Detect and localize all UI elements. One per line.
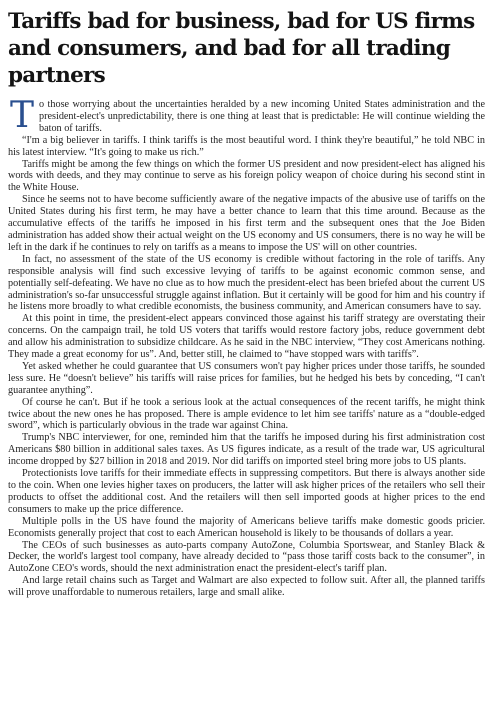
article-body <box>8 95 485 599</box>
article-paragraph: And large retail chains such as Target and Walmart are also expected to follow suit. After all, the planned tariffs will prove unaffordable to numerous retailers, large and small alike. <box>8 575 485 599</box>
article-paragraph-lead <box>8 95 485 136</box>
article-paragraph: Protectionists love tariffs for their immediate effects in suppressing competitors. But there is always another side to the coin. When one levies higher taxes on producers, the latter will ask higher prices of the retailers who sell their products to offset the additional cost. And the retailers will then sell imported goods at higher prices to the end consumers to make up the price difference. <box>8 468 485 515</box>
article-paragraph: In fact, no assessment of the state of the US economy is credible without factoring in the role of tariffs. Any responsible analysis will find such excessive levying of tariffs to be against economic common sense, and potentially self-defeating. We have no clue as to how much the president-elect has been briefed about the current US administration's so-far unsuccessful struggle against inflation. But it certainly will be good for him and his country if he listens more broadly to what credible economists, the business community, and American consumers have to say. <box>8 253 485 313</box>
article-paragraph: Tariffs might be among the few things on which the former US president and now president-elect has aligned his words with deeds, and they may continue to serve as his foreign policy weapon of choice during his second stint in the White House. <box>8 158 485 194</box>
article-paragraph: The CEOs of such businesses as auto-parts company AutoZone, Columbia Sportswear, and Stanley Black & Decker, the world's largest tool company, have already decided to “pass those tariff costs back to the consumer”, in AutoZone CEO's words, should the next administration enact the president-elect's tariff plan. <box>8 539 485 575</box>
article-paragraph: Trump's NBC interviewer, for one, reminded him that the tariffs he imposed during his first administration cost Americans $80 billion in additional sales taxes. As US figures indicate, as a result of the trade war, US agricultural income dropped by $27 billion in 2018 and 2019. Nor did tariffs on imported steel bring more jobs to US plants. <box>8 432 485 468</box>
article-paragraph: At this point in time, the president-elect appears convinced those against his tariff strategy are overstating their concerns. On the campaign trail, he told US voters that tariffs would restore factory jobs, reduce government debt and allow his administration to subsidize childcare. As he said in the NBC interview, “They cost Americans nothing. They made a great economy for us”. And, better still, he claimed to “have stopped wars with tariffs”. <box>8 313 485 361</box>
lead-paragraph-text: o those worrying about the uncertainties heralded by a new incoming United States administration and the president-elect's unpredictability, there is one thing at least that is predictable: He will continue wielding the baton of tariffs. <box>39 99 485 134</box>
article-paragraph: Of course he can't. But if he took a serious look at the actual consequences of the recent tariffs, he might think twice about the new ones he has proposed. There is ample evidence to let him see tariffs' nature as a “double-edged sword”, which is particularly obvious in the trade war against China. <box>8 396 485 432</box>
article-paragraph: Yet asked whether he could guarantee that US consumers won't pay higher prices under those tariffs, he sounded less sure. He “doesn't believe” his tariffs will raise prices for families, but he hedged his bets by conceding, “I can't guarantee anything”. <box>8 360 485 396</box>
article-paragraph: Multiple polls in the US have found the majority of Americans believe tariffs make domestic goods pricier. Economists generally project that cost to each American household is likely to be thousands of dollars a year. <box>8 515 485 539</box>
article-paragraph: Since he seems not to have become sufficiently aware of the negative impacts of the abusive use of tariffs on the United States during his first term, he may have a better chance to learn that this time around. Because as the accumulative effects of the tariffs he imposed in his first term and the subsequent ones that the Joe Biden administration has added show their actual weight on the US economy and US consumers, there is no way he will be left in the dark if he continues to rely on tariffs as a means to impose the US' will on other countries. <box>8 194 485 253</box>
drop-cap: T <box>10 95 35 136</box>
headline: Tariffs bad for business, bad for US firms and consumers, and bad for all trading partners <box>8 9 475 88</box>
article-paragraph: “I'm a big believer in tariffs. I think tariffs is the most beautiful word. I think they're beautiful,” he told NBC in his latest interview. “It's going to make us rich.” <box>8 134 485 158</box>
